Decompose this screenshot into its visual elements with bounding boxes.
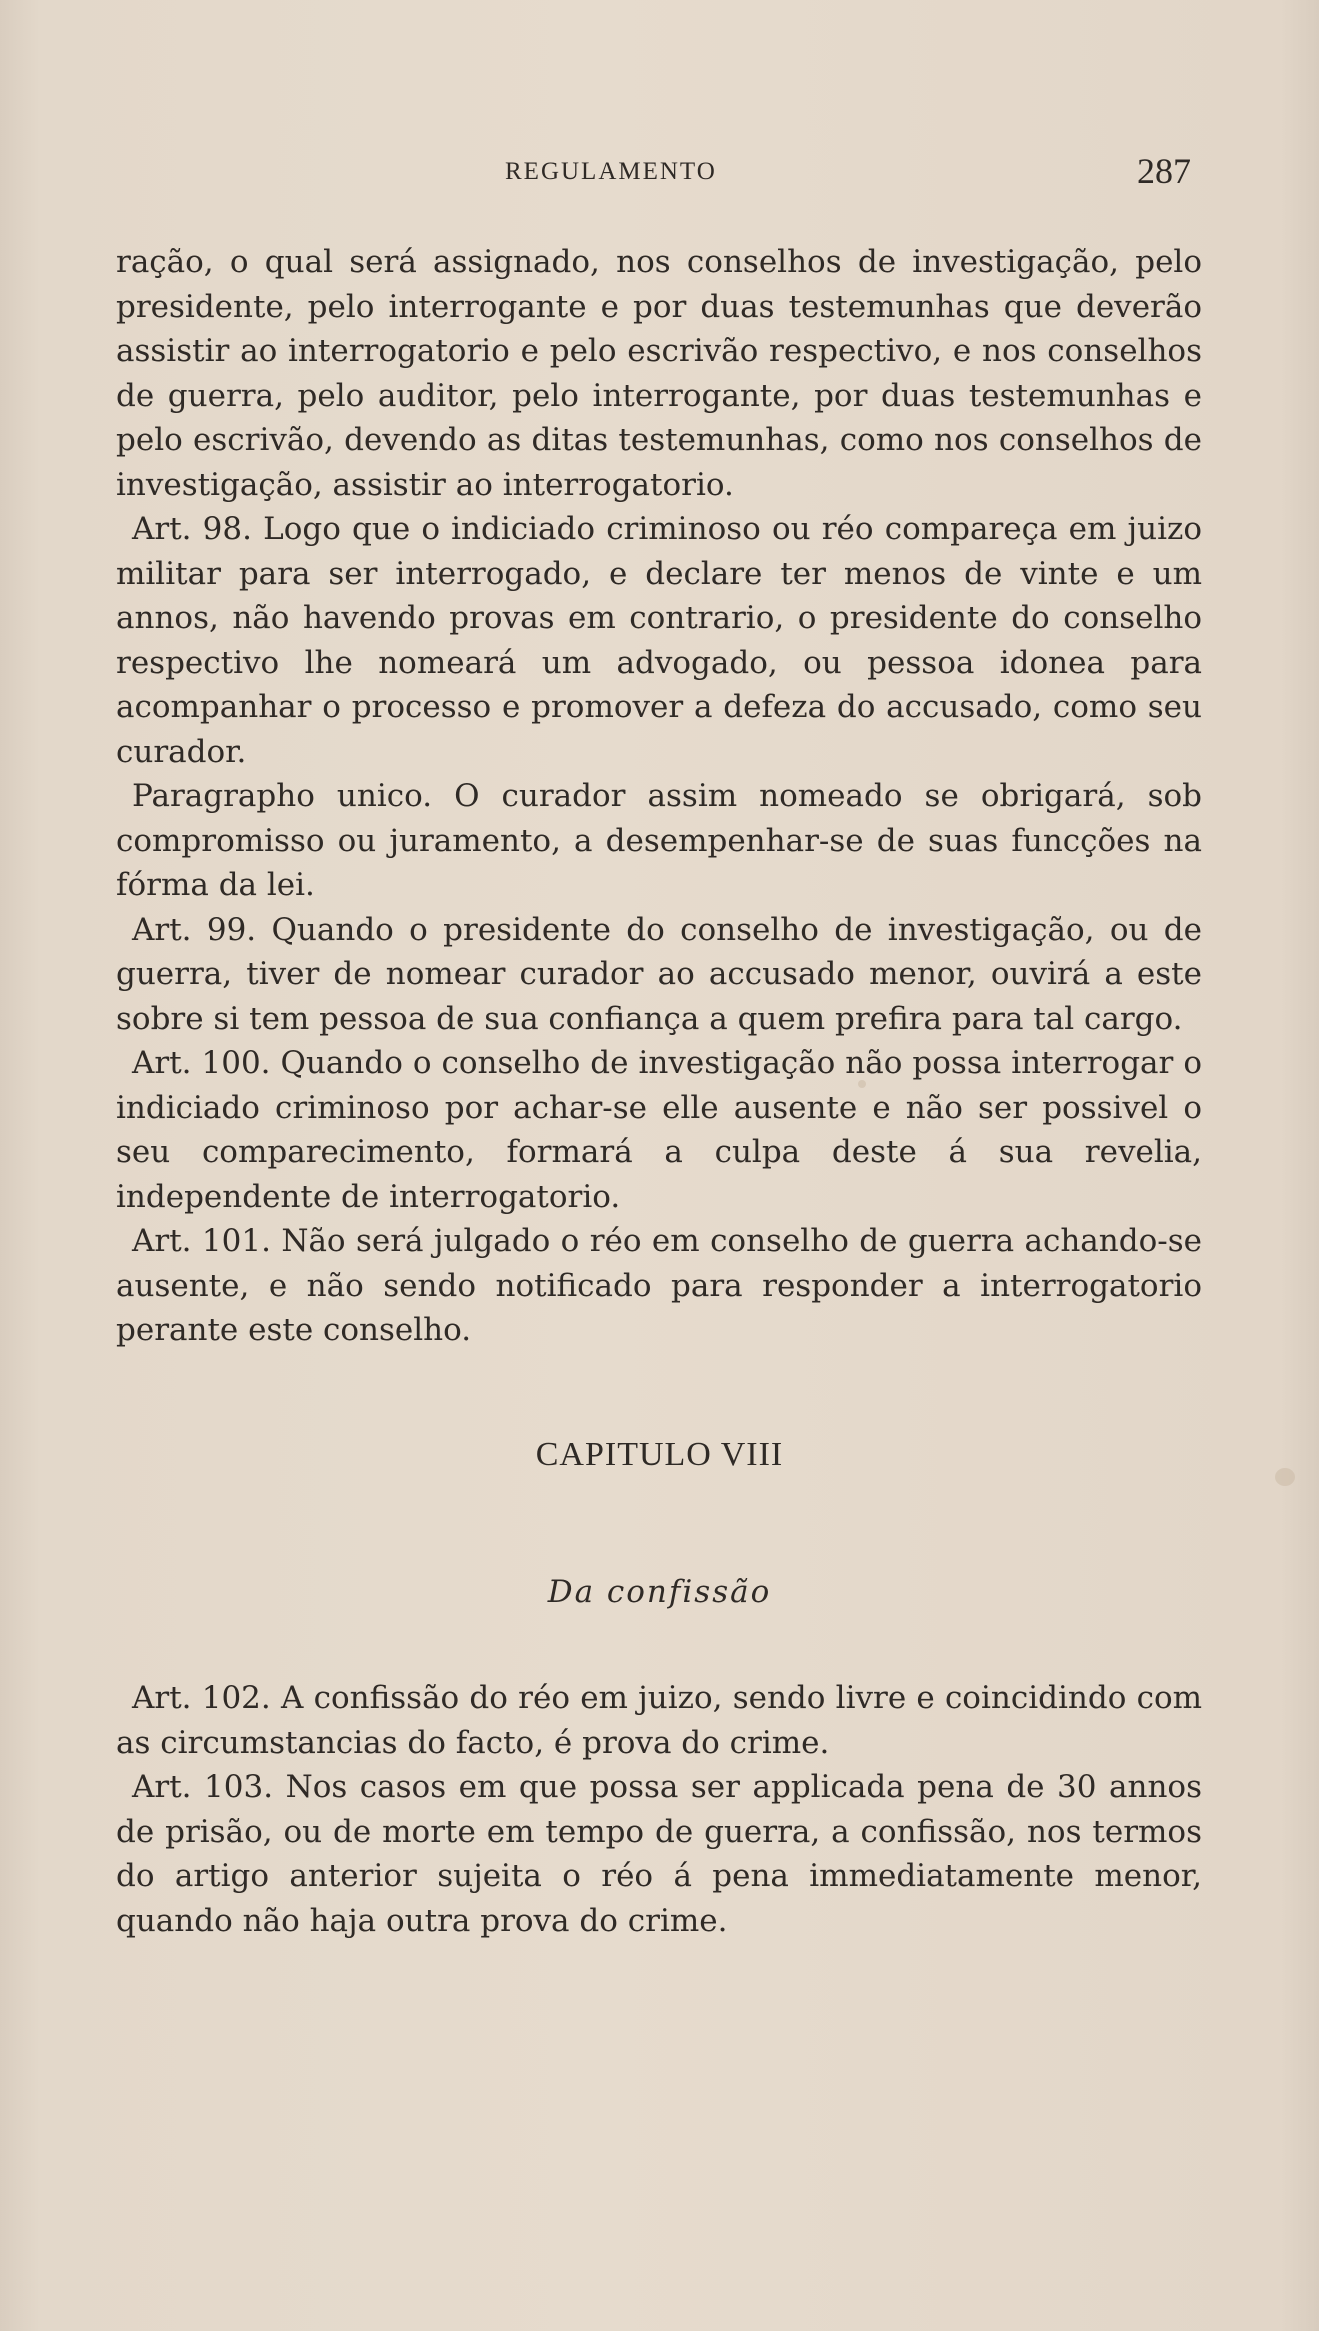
running-title: REGULAMENTO	[505, 158, 717, 185]
page-number: 287	[1137, 151, 1191, 191]
paragraph-art-102: Art. 102. A confissão do réo em juizo, sendo livre e coincidindo com as circumstancias do facto, é prova do crime.	[116, 1680, 1202, 1761]
paragraph-art-100: Art. 100. Quando o conselho de investigação não possa interrogar o indiciado criminoso por achar-se elle ausente e não ser possivel o seu comparecimento, formará a culpa deste á sua revelia, independente de interrogatorio.	[116, 1045, 1202, 1215]
chapter-subtitle: Da confissão	[547, 1574, 772, 1610]
page-header	[0, 150, 1319, 200]
paragraph-continuation: ração, o qual será assignado, nos conselhos de investigação, pelo presidente, pelo interrogante e por duas testemunhas que deverão assistir ao interrogatorio e pelo escrivão respectivo, e nos conselhos de guerra, pelo auditor, pelo interrogante, por duas testemunhas e pelo escrivão, devendo as ditas testemunhas, como nos conselhos de investigação, assistir ao interrogatorio.	[116, 244, 1202, 503]
paragraph-art-98: Art. 98. Logo que o indiciado criminoso ou réo compareça em juizo militar para ser interrogado, e declare ter menos de vinte e um annos, não havendo provas em contrario, o presidente do conselho respectivo lhe nomeará um advogado, ou pessoa idonea para acompanhar o processo e promover a defeza do accusado, como seu curador.	[116, 511, 1202, 770]
body-text-chapter	[116, 1676, 1202, 1943]
paragraph-art-103: Art. 103. Nos casos em que possa ser applicada pena de 30 annos de prisão, ou de morte em tempo de guerra, a confissão, nos termos do artigo anterior sujeita o réo á pena immediatamente menor, quando não haja outra prova do crime.	[116, 1769, 1202, 1939]
paragraph-unico: Paragrapho unico. O curador assim nomeado se obrigará, sob compromisso ou juramento, a desempenhar-se de suas funcções na fórma da lei.	[116, 778, 1202, 903]
chapter-heading: CAPITULO VIII	[535, 1436, 784, 1473]
paragraph-art-99: Art. 99. Quando o presidente do conselho de investigação, ou de guerra, tiver de nomear curador ao accusado menor, ouvirá a este sobre si tem pessoa de sua confiança a quem prefira para tal cargo.	[116, 911, 1202, 1037]
body-text	[116, 240, 1202, 1353]
paragraph-art-101: Art. 101. Não será julgado o réo em conselho de guerra achando-se ausente, e não sendo notificado para responder a interrogatorio perante este conselho.	[116, 1223, 1202, 1348]
